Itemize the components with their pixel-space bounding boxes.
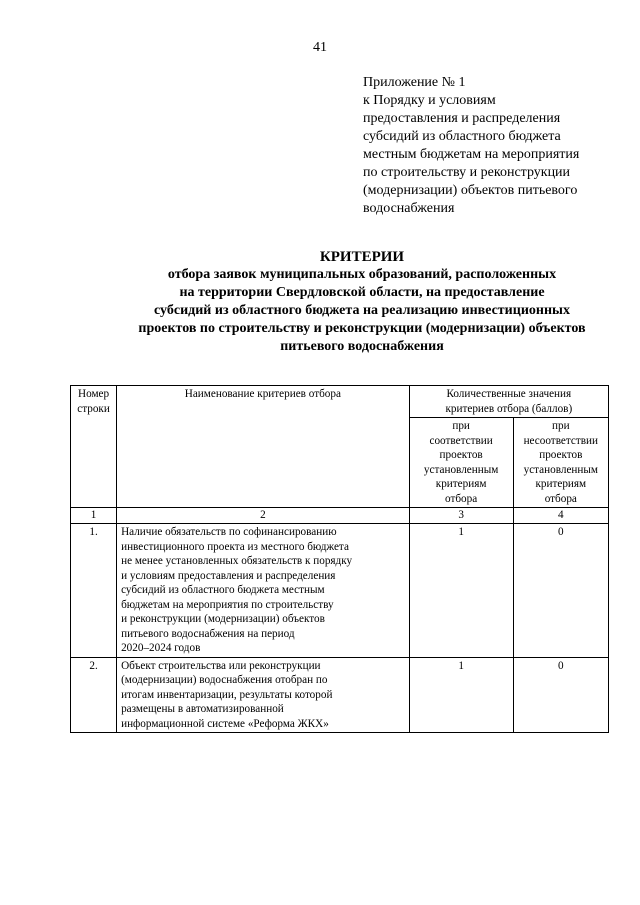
header-values-group: Количественные значения критериев отбора (баллов) [409, 386, 608, 418]
column-number: 4 [513, 508, 608, 524]
noncompliant-score: 0 [513, 657, 608, 733]
appendix-line: местным бюджетам на мероприятия [363, 147, 580, 162]
document-subtitle-line: отбора заявок муниципальных образований, расположенных [167, 267, 557, 282]
page-number: 41 [313, 40, 327, 55]
criterion-text: Наличие обязательств по софинансированию инвестиционного проекта из местного бюджета не менее установленных обязательств к порядку и условиям предоставления и распределения субсидий из областного бюджета местным бюджетам на мероприятия по строительству и реконструкции (модернизации) объектов питьевого водоснабжения на период 2020–2024 годов [117, 524, 410, 658]
document-subtitle-line: питьевого водоснабжения [280, 339, 444, 354]
appendix-line: (модернизации) объектов питьевого [363, 183, 578, 198]
document-heading [70, 248, 640, 356]
table-row [71, 657, 609, 733]
column-number-row [71, 508, 609, 524]
document-subtitle-line: субсидий из областного бюджета на реализацию инвестиционных [154, 303, 570, 318]
criterion-text: Объект строительства или реконструкции (модернизации) водоснабжения отобран по итогам инвентаризации, результаты которой размещены в автоматизированной информационной системе «Реформа ЖКХ» [117, 657, 410, 733]
appendix-line: предоставления и распределения [363, 111, 561, 126]
row-number: 2. [71, 657, 117, 733]
column-number: 2 [117, 508, 410, 524]
compliant-score: 1 [409, 657, 513, 733]
document-subtitle-line: на территории Свердловской области, на предоставление [179, 285, 545, 300]
row-number: 1. [71, 524, 117, 658]
header-criteria-name: Наименование критериев отбора [117, 386, 410, 508]
appendix-line: субсидий из областного бюджета [363, 129, 561, 144]
appendix-line: к Порядку и условиям [363, 93, 496, 108]
noncompliant-score: 0 [513, 524, 608, 658]
document-title: КРИТЕРИИ [319, 249, 405, 265]
appendix-line: водоснабжения [363, 201, 455, 216]
header-row-number: Номер строки [71, 386, 117, 508]
table-row [71, 524, 609, 658]
appendix-line: Приложение № 1 [363, 75, 466, 90]
document-subtitle-line: проектов по строительству и реконструкции (модернизации) объектов [138, 321, 586, 336]
column-number: 3 [409, 508, 513, 524]
column-number: 1 [71, 508, 117, 524]
header-compliant: при соответствии проектов установленным критериям отбора [409, 418, 513, 508]
criteria-table [70, 385, 609, 733]
header-noncompliant: при несоответствии проектов установленным критериям отбора [513, 418, 608, 508]
appendix-note [363, 74, 623, 218]
appendix-line: по строительству и реконструкции [363, 165, 571, 180]
table-header-row [71, 386, 609, 418]
compliant-score: 1 [409, 524, 513, 658]
